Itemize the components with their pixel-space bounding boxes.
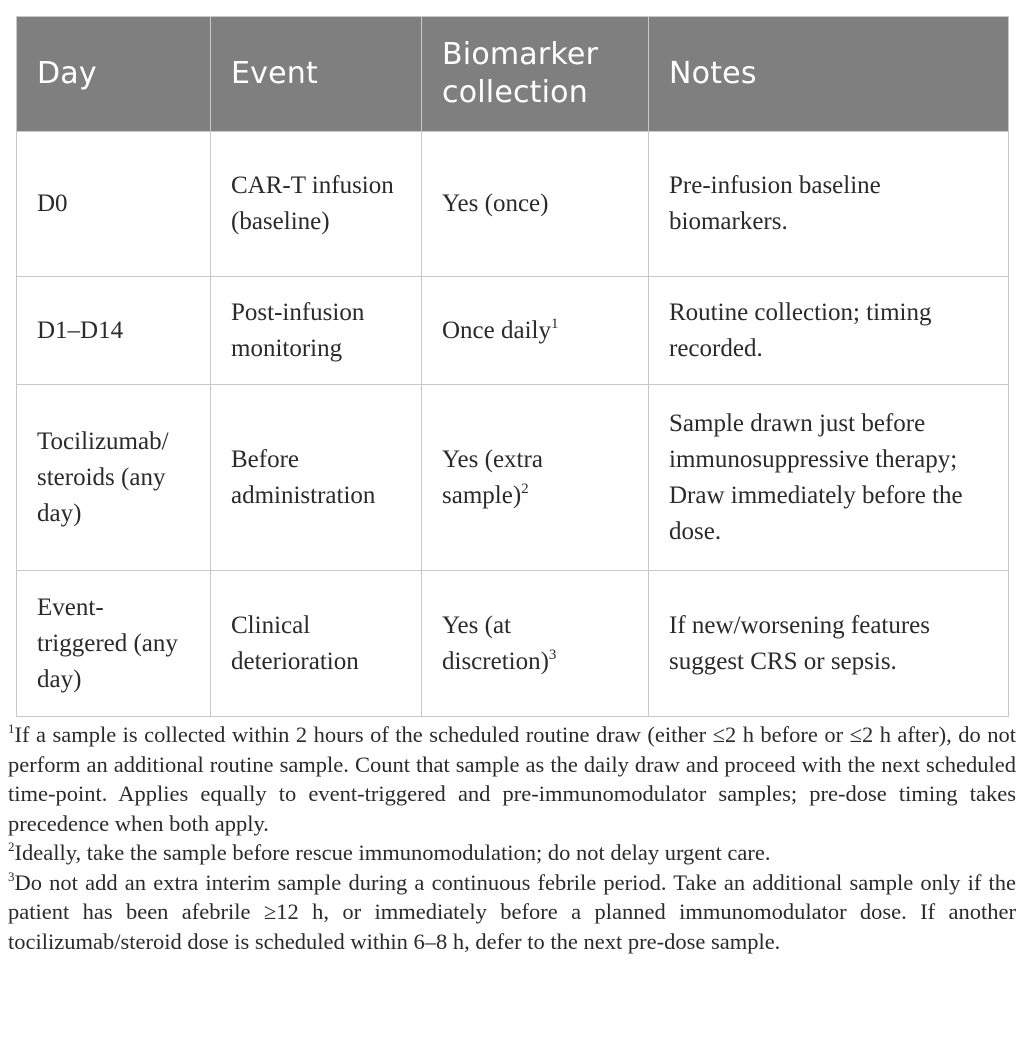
cell-event: CAR-T infusion (baseline) [211, 132, 422, 277]
header-event: Event [211, 17, 422, 132]
footnote [8, 868, 1016, 957]
collection-text: Once daily [442, 316, 551, 344]
footnote-marker: 1 [8, 721, 15, 736]
cell-day: D1–D14 [17, 277, 211, 385]
footnote [8, 720, 1016, 838]
footnote-text: Do not add an extra interim sample during a continuous febrile period. Take an additional sample only if the patient has been afebrile ≥12 h, or immediately before a planned immunomodulator dose. If another tocilizumab/steroid dose is scheduled within 6–8 h, defer to the next pre-dose sample. [8, 869, 1016, 954]
footnote-ref: 1 [550, 315, 559, 332]
table-row [17, 571, 1009, 717]
cell-collection [422, 385, 649, 571]
cell-event: Before administration [211, 385, 422, 571]
cell-notes: If new/worsening features suggest CRS or sepsis. [649, 571, 1009, 717]
cell-day: Tocilizumab/ steroids (any day) [17, 385, 211, 571]
header-day: Day [17, 17, 211, 132]
cell-notes: Sample drawn just before immunosuppressive therapy; Draw immediately before the dose. [649, 385, 1009, 571]
cell-collection [422, 571, 649, 717]
header-biomarker-collection: Biomarker collection [422, 17, 649, 132]
table-footnotes [8, 720, 1016, 956]
cell-notes: Pre-infusion baseline biomarkers. [649, 132, 1009, 277]
cell-collection [422, 132, 649, 277]
footnote-ref: 3 [548, 646, 557, 663]
table-row [17, 132, 1009, 277]
cell-notes: Routine collection; timing recorded. [649, 277, 1009, 385]
header-notes: Notes [649, 17, 1009, 132]
footnote-text: If a sample is collected within 2 hours of the scheduled routine draw (either ≤2 h before or ≤2 h after), do not perform an additional routine sample. Count that sample as the daily draw and proceed with the next scheduled time-point. Applies equally to event-triggered and pre-immunomodulator samples; pre-dose timing takes precedence when both apply. [8, 722, 1016, 836]
cell-day: D0 [17, 132, 211, 277]
collection-text: Yes (once) [442, 190, 549, 217]
biomarker-schedule-table [16, 16, 1009, 717]
table-row [17, 385, 1009, 571]
collection-text: Yes (at discretion) [442, 611, 549, 675]
biomarker-schedule-table-container [16, 16, 1008, 717]
cell-day: Event-triggered (any day) [17, 571, 211, 717]
table-header-row [17, 17, 1009, 132]
cell-event: Post-infusion monitoring [211, 277, 422, 385]
footnote [8, 838, 1016, 868]
collection-text: Yes (extra sample) [442, 445, 543, 509]
footnote-ref: 2 [521, 480, 529, 497]
table-row [17, 277, 1009, 385]
cell-event: Clinical deterioration [211, 571, 422, 717]
footnote-marker: 2 [8, 839, 15, 854]
footnote-text: Ideally, take the sample before rescue immunomodulation; do not delay urgent care. [14, 840, 771, 865]
cell-collection [422, 277, 649, 385]
footnote-marker: 3 [8, 868, 15, 884]
